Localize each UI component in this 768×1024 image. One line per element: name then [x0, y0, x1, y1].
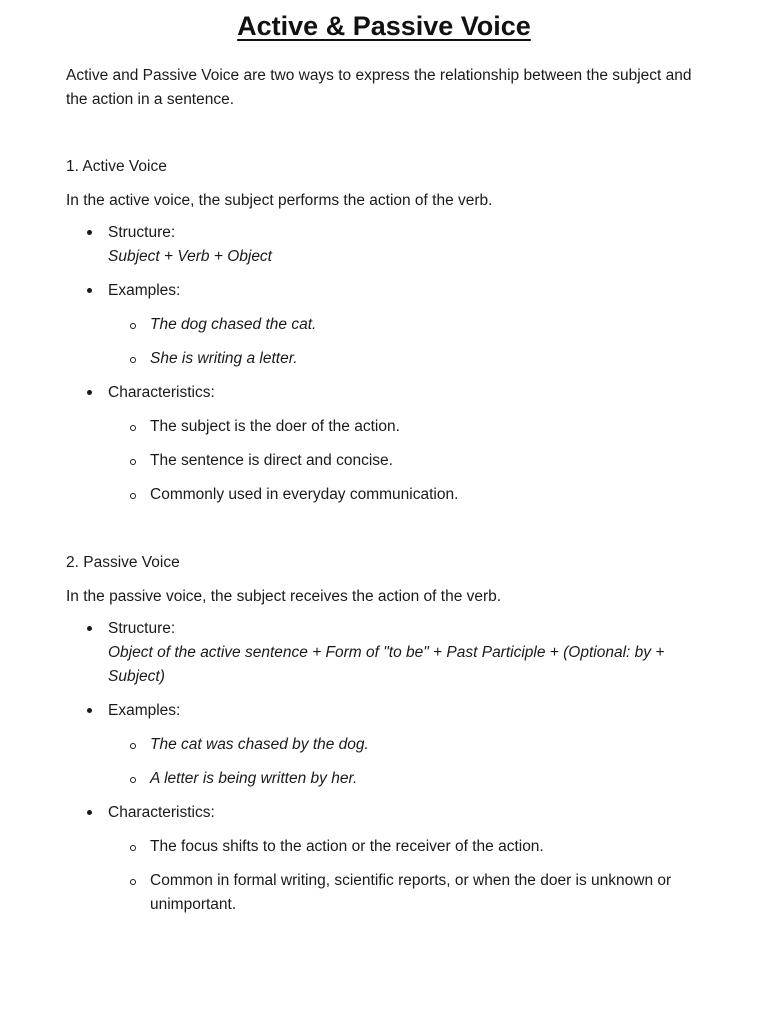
page-title: Active & Passive Voice	[237, 11, 531, 41]
characteristics-sublist	[108, 415, 706, 507]
example-text: She is writing a letter.	[150, 350, 298, 367]
examples-sublist	[108, 313, 706, 371]
list-item	[108, 835, 706, 859]
bullet-icon	[87, 708, 92, 713]
active-voice-heading: 1. Active Voice	[66, 158, 167, 175]
list-item	[108, 313, 706, 337]
list-item-examples	[66, 279, 706, 371]
characteristic-text: The focus shifts to the action or the receiver of the action.	[150, 838, 544, 855]
circle-bullet-icon	[130, 845, 136, 851]
structure-formula: Object of the active sentence + Form of "to be" + Past Participle + (Optional: by + Subject)	[108, 644, 665, 685]
characteristics-sublist	[108, 835, 706, 917]
circle-bullet-icon	[130, 743, 136, 749]
circle-bullet-icon	[130, 879, 136, 885]
passive-voice-lead: In the passive voice, the subject receives the action of the verb.	[66, 588, 502, 605]
list-item	[108, 347, 706, 371]
examples-label: Examples:	[108, 282, 181, 299]
list-item	[108, 415, 706, 439]
characteristic-text: Commonly used in everyday communication.	[150, 486, 459, 503]
characteristic-text: The sentence is direct and concise.	[150, 452, 393, 469]
circle-bullet-icon	[130, 493, 136, 499]
list-item	[108, 733, 706, 757]
circle-bullet-icon	[130, 425, 136, 431]
document-page	[66, 8, 706, 927]
characteristics-label: Characteristics:	[108, 384, 215, 401]
characteristic-text: The subject is the doer of the action.	[150, 418, 400, 435]
bullet-icon	[87, 288, 92, 293]
characteristics-label: Characteristics:	[108, 804, 215, 821]
list-item	[108, 767, 706, 791]
active-voice-list	[66, 221, 706, 507]
bullet-icon	[87, 810, 92, 815]
list-item-structure	[66, 617, 706, 689]
list-item	[108, 869, 706, 917]
examples-sublist	[108, 733, 706, 791]
intro-paragraph: Active and Passive Voice are two ways to express the relationship between the subject and the action in a sentence.	[66, 67, 692, 108]
example-text: The dog chased the cat.	[150, 316, 317, 333]
list-item-characteristics	[66, 381, 706, 507]
list-item	[108, 483, 706, 507]
circle-bullet-icon	[130, 323, 136, 329]
structure-formula: Subject + Verb + Object	[108, 248, 272, 265]
bullet-icon	[87, 230, 92, 235]
examples-label: Examples:	[108, 702, 181, 719]
list-item-structure	[66, 221, 706, 269]
list-item-characteristics	[66, 801, 706, 917]
active-voice-lead: In the active voice, the subject performs the action of the verb.	[66, 192, 493, 209]
list-item-examples	[66, 699, 706, 791]
list-item	[108, 449, 706, 473]
example-text: A letter is being written by her.	[150, 770, 358, 787]
passive-voice-heading: 2. Passive Voice	[66, 554, 180, 571]
passive-voice-list	[66, 617, 706, 917]
characteristic-text: Common in formal writing, scientific reports, or when the doer is unknown or unimportant.	[150, 872, 672, 913]
example-text: The cat was chased by the dog.	[150, 736, 369, 753]
bullet-icon	[87, 390, 92, 395]
structure-label: Structure:	[108, 224, 176, 241]
circle-bullet-icon	[130, 357, 136, 363]
circle-bullet-icon	[130, 459, 136, 465]
bullet-icon	[87, 626, 92, 631]
structure-label: Structure:	[108, 620, 176, 637]
circle-bullet-icon	[130, 777, 136, 783]
